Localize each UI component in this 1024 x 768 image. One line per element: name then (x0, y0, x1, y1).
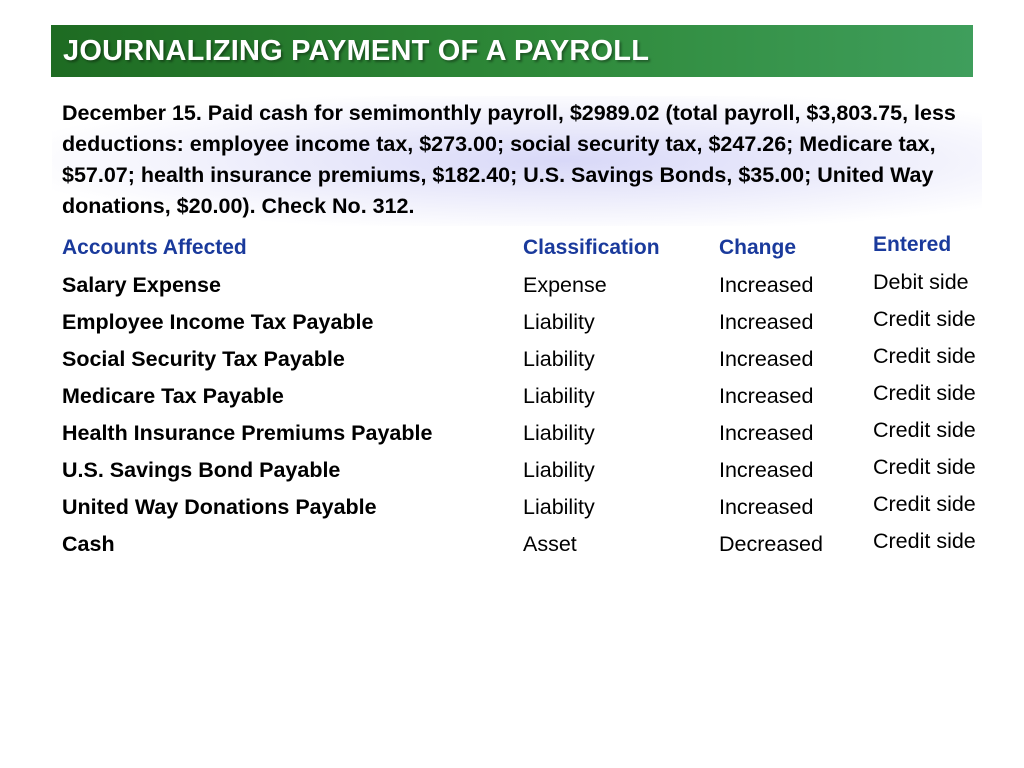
classification: Liability (523, 347, 595, 371)
account-name: Cash (62, 532, 115, 556)
change: Decreased (719, 532, 823, 556)
classification: Liability (523, 384, 595, 408)
classification: Liability (523, 495, 595, 519)
header-classification: Classification (523, 236, 660, 259)
account-name: U.S. Savings Bond Payable (62, 458, 341, 482)
account-name: Medicare Tax Payable (62, 384, 284, 408)
entered-side: Credit side (873, 492, 976, 516)
account-name: Employee Income Tax Payable (62, 310, 374, 334)
classification: Liability (523, 421, 595, 445)
change: Increased (719, 421, 814, 445)
change: Increased (719, 273, 814, 297)
description-panel (52, 96, 982, 226)
table-row (62, 454, 1012, 491)
title-bar (51, 25, 973, 77)
classification: Liability (523, 458, 595, 482)
header-change: Change (719, 236, 797, 259)
classification: Asset (523, 532, 577, 556)
change: Increased (719, 384, 814, 408)
classification: Expense (523, 273, 607, 297)
table-row (62, 491, 1012, 528)
account-name: Salary Expense (62, 273, 221, 297)
header-entered: Entered (873, 233, 952, 256)
header-accounts-affected: Accounts Affected (62, 236, 247, 259)
entered-side: Credit side (873, 418, 976, 442)
change: Increased (719, 310, 814, 334)
table-row (62, 528, 1012, 565)
accounts-table (62, 232, 1012, 565)
entered-side: Credit side (873, 455, 976, 479)
entered-side: Credit side (873, 381, 976, 405)
entered-side: Debit side (873, 270, 969, 294)
slide-title: JOURNALIZING PAYMENT OF A PAYROLL (63, 34, 650, 67)
table-header-row (62, 232, 1012, 269)
entered-side: Credit side (873, 529, 976, 553)
change: Increased (719, 458, 814, 482)
table-row (62, 417, 1012, 454)
table-row (62, 306, 1012, 343)
account-name: Social Security Tax Payable (62, 347, 345, 371)
change: Increased (719, 347, 814, 371)
table-row (62, 269, 1012, 306)
entered-side: Credit side (873, 307, 976, 331)
entered-side: Credit side (873, 344, 976, 368)
account-name: Health Insurance Premiums Payable (62, 421, 433, 445)
classification: Liability (523, 310, 595, 334)
table-row (62, 380, 1012, 417)
transaction-description: December 15. Paid cash for semimonthly payroll, $2989.02 (total payroll, $3,803.75, less deductions: employee income tax, $273.00; social security tax, $247.26; Medicare tax, $57.07; health insurance premiums, $182.40; U.S. Savings Bonds, $35.00; United Way donations, $20.00). Check No. 312. (62, 101, 956, 218)
table-row (62, 343, 1012, 380)
account-name: United Way Donations Payable (62, 495, 377, 519)
change: Increased (719, 495, 814, 519)
